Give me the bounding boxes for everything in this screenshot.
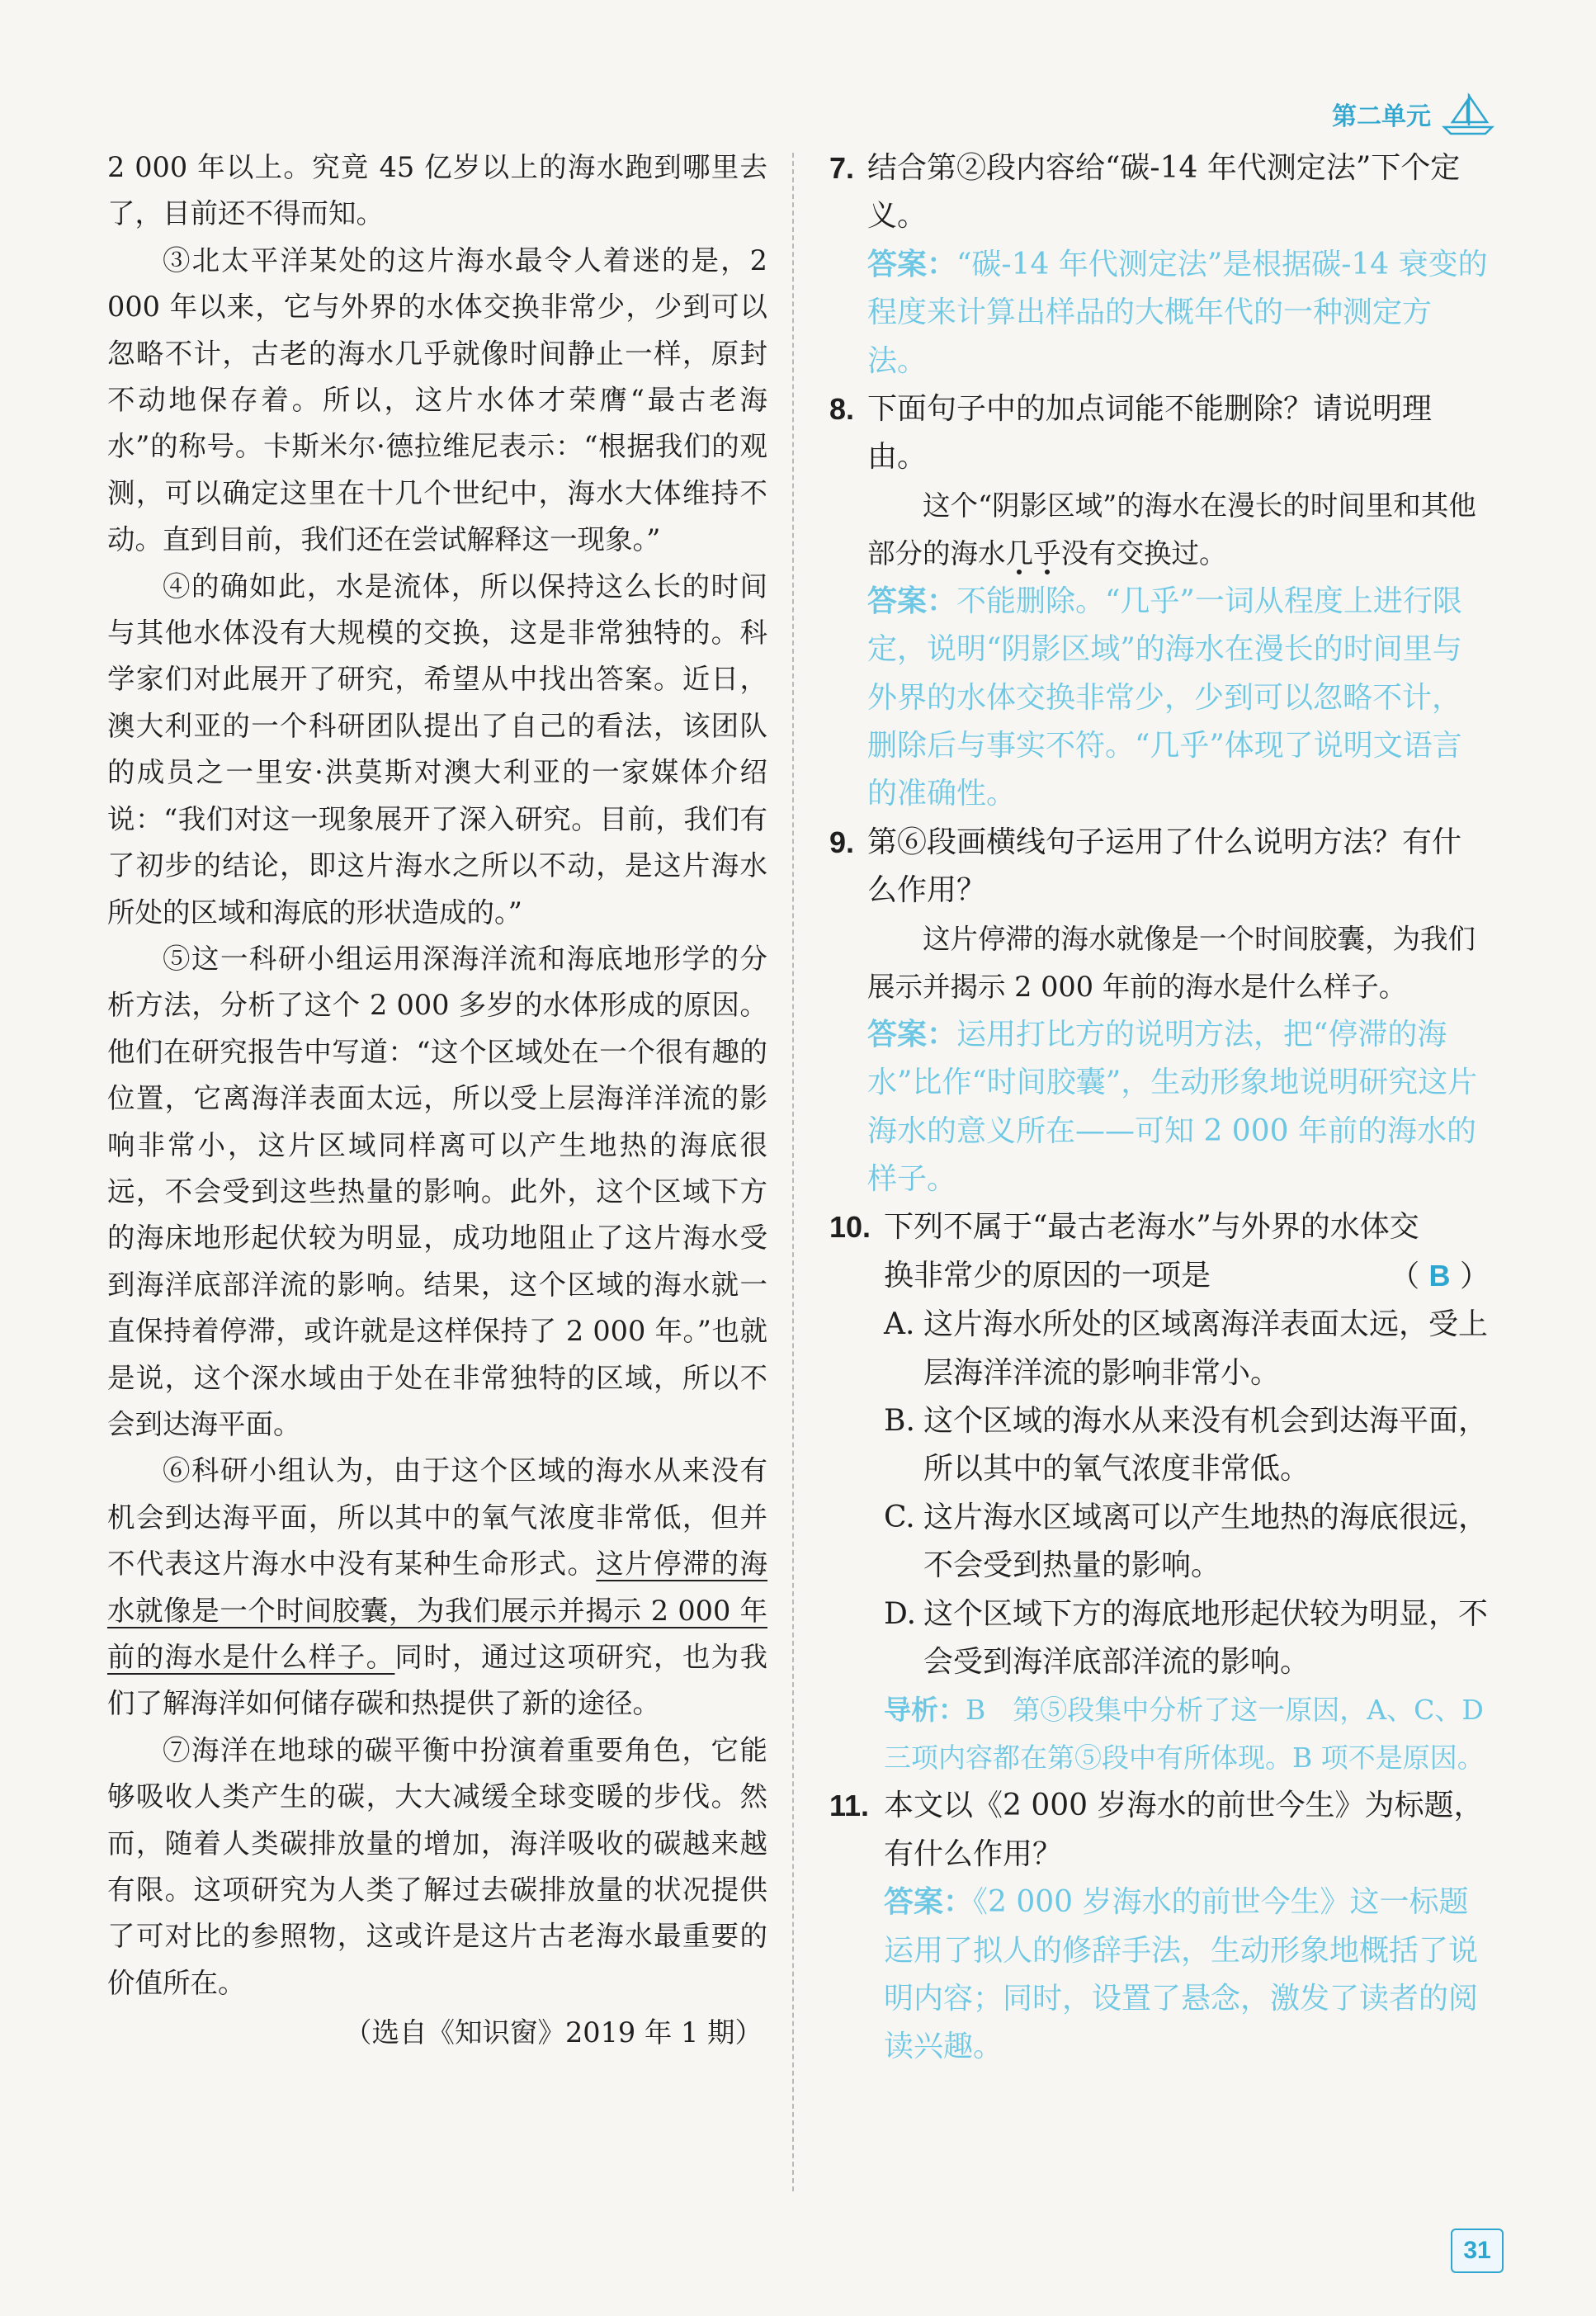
question-text: 本文以《2 000 岁海水的前世今生》为标题，有什么作用？ (884, 1789, 1484, 1871)
question-number: 7. (829, 151, 855, 185)
question-11 (829, 1782, 1490, 2071)
option-letter: B. (884, 1403, 915, 1438)
questions-column (829, 144, 1490, 2072)
paren-open: （ (1390, 1259, 1420, 1293)
answer (867, 578, 1490, 819)
question-number: 9. (829, 825, 855, 859)
answer (867, 241, 1490, 385)
question-number: 11. (829, 1789, 870, 1823)
paragraph-6-text-end: 同时，通过这项研究，也为我们了解海洋如何储存碳和热提供了新的途径。 (107, 1641, 768, 1720)
option-c (884, 1494, 1490, 1590)
question-10 (829, 1203, 1490, 1782)
quote-text-end: 没有交换过。 (1060, 536, 1227, 570)
paragraph-7: ⑦海洋在地球的碳平衡中扮演着重要角色，它能够吸收人类产生的碳，大大减缓全球变暖的步伐。然而，随着人类碳排放量的增加，海洋吸收的碳越来越有限。这项研究为人类了解过去碳排放量的状况提供了可对比的参照物，这或许是这片古老海水最重要的价值所在。 (107, 1733, 767, 1999)
selected-choice: B (1428, 1258, 1451, 1293)
question-text-line2: 换非常少的原因的一项是 (884, 1258, 1211, 1293)
page-number: 31 (1451, 2229, 1504, 2273)
paragraph-2-tail: 2 000 年以上。究竟 45 亿岁以上的海水跑到哪里去了，目前还不得而知。 (107, 151, 767, 230)
question-text: 结合第②段内容给“碳-14 年代测定法”下个定义。 (867, 151, 1461, 234)
unit-header (1332, 89, 1497, 139)
option-text: 这个区域下方的海底地形起伏较为明显，不会受到海洋底部洋流的影响。 (923, 1596, 1489, 1679)
answer-text: 不能删除。“几乎”一词从程度上进行限定，说明“阴影区域”的海水在漫长的时间里与外界的水体交换非常少，少到可以忽略不计，删除后与事实不符。“几乎”体现了说明文语言的准确性。 (867, 584, 1462, 811)
option-letter: C. (884, 1500, 915, 1534)
paragraph-3: ③北太平洋某处的这片海水最令人着迷的是，2 000 年以来，它与外界的水体交换非常少，少到可以忽略不计，古老的海水几乎就像时间静止一样，原封不动地保存着。所以，这片水体才荣膺“最古老海水”的称号。卡斯米尔·德拉维尼表示：“根据我们的观测，可以确定这里在十几个世纪中，海水大体维持不动。直到目前，我们还在尝试解释这一现象。” (107, 243, 767, 556)
analysis-label: 导析： (884, 1694, 966, 1727)
quoted-sentence (867, 482, 1490, 578)
paragraph-5: ⑤这一科研小组运用深海洋流和海底地形学的分析方法，分析了这个 2 000 多岁的水体形成的原因。他们在研究报告中写道：“这个区域处在一个很有趣的位置，它离海洋表面太远，所以受上层海洋洋流的影响非常小，这片区域同样离可以产生地热的海底很远，不会受到这些热量的影响。此外，这个区域下方的海床地形起伏较为明显，成功地阻止了这片海水受到海洋底部洋流的影响。结果，这个区域的海水就一直保持着停滞，或许就是这样保持了 2 000 年。”也就是说，这个深水域由于处在非常独特的区域，所以不会到达海平面。 (107, 942, 767, 1440)
question-text: 第⑥段画横线句子运用了什么说明方法？有什么作用？ (867, 825, 1462, 908)
dotted-char: 几 (1005, 536, 1033, 570)
answer-text: 《2 000 岁海水的前世今生》这一标题运用了拟人的修辞手法，生动形象地概括了说明内容；同时，设置了悬念，激发了读者的阅读兴趣。 (884, 1885, 1479, 2064)
question-number: 10. (829, 1210, 871, 1245)
paragraph-4: ④的确如此，水是流体，所以保持这么长的时间与其他水体没有大规模的交换，这是非常独特的。科学家们对此展开了研究，希望从中找出答案。近日，澳大利亚的一个科研团队提出了自己的看法，该团队的成员之一里安·洪莫斯对澳大利亚的一家媒体介绍说：“我们对这一现象展开了深入研究。目前，我们有了初步的结论，即这片海水之所以不动，是这片海水所处的区域和海底的形状造成的。” (107, 570, 767, 929)
option-d (884, 1590, 1490, 1687)
analysis (884, 1686, 1490, 1782)
source-citation: （选自《知识窗》2019 年 1 期） (343, 2016, 763, 2049)
underlined-sentence: 这片停滞的海水就像是一个时间胶囊，为我们展示并揭示 2 000 年前的海水是什么样子。 (107, 1548, 768, 1673)
answer-text: 运用打比方的说明方法，把“停滞的海水”比作“时间胶囊”，生动形象地说明研究这片海水的意义所在——可知 2 000 年前的海水的样子。 (867, 1017, 1478, 1196)
dotted-char: 乎 (1033, 536, 1061, 570)
question-text: 下面句子中的加点词能不能删除？请说明理由。 (867, 392, 1433, 475)
answer (867, 1011, 1490, 1204)
answer-label: 答案： (867, 584, 957, 618)
answer-label: 答案： (884, 1885, 974, 1920)
question-text-line1: 下列不属于“最古老海水”与外界的水体交 (884, 1210, 1419, 1245)
option-letter: A. (884, 1307, 915, 1342)
question-number: 8. (829, 392, 855, 427)
analysis-text: B 第⑤段集中分析了这一原因，A、C、D 三项内容都在第⑤段中有所体现。B 项不是原因。 (884, 1694, 1485, 1775)
quoted-sentence: 这片停滞的海水就像是一个时间胶囊，为我们展示并揭示 2 000 年前的海水是什么样子。 (867, 922, 1476, 1003)
answer-label: 答案： (867, 247, 957, 281)
option-b (884, 1397, 1490, 1494)
unit-title: 第二单元 (1332, 102, 1431, 131)
column-divider (792, 153, 794, 2191)
option-text: 这片海水区域离可以产生地热的海底很远，不会受到热量的影响。 (923, 1500, 1489, 1583)
question-8 (829, 385, 1490, 819)
answer (884, 1879, 1490, 2072)
option-a (884, 1301, 1490, 1397)
choice-answer (1390, 1252, 1490, 1301)
question-9 (829, 819, 1490, 1203)
article-column (107, 144, 767, 2057)
paragraph-6 (107, 1448, 767, 1727)
option-letter: D. (884, 1596, 917, 1631)
paren-close: ） (1459, 1259, 1490, 1293)
question-7 (829, 144, 1490, 385)
option-text: 这片海水所处的区域离海洋表面太远，受上层海洋洋流的影响非常小。 (923, 1307, 1489, 1390)
quote-text: 这个“阴影区域”的海水在漫长的时间里和其他部分的海水 (867, 489, 1476, 570)
sailboat-icon (1439, 89, 1497, 139)
answer-text: “碳-14 年代测定法”是根据碳-14 衰变的程度来计算出样品的大概年代的一种测定方法。 (867, 247, 1488, 378)
option-text: 这个区域的海水从来没有机会到达海平面，所以其中的氧气浓度非常低。 (923, 1403, 1489, 1486)
answer-label: 答案： (867, 1017, 957, 1052)
paragraph-6-text: ⑥科研小组认为，由于这个区域的海水从来没有机会到达海平面，所以其中的氧气浓度非常低，但并不代表这片海水中没有某种生命形式。 (107, 1454, 767, 1581)
